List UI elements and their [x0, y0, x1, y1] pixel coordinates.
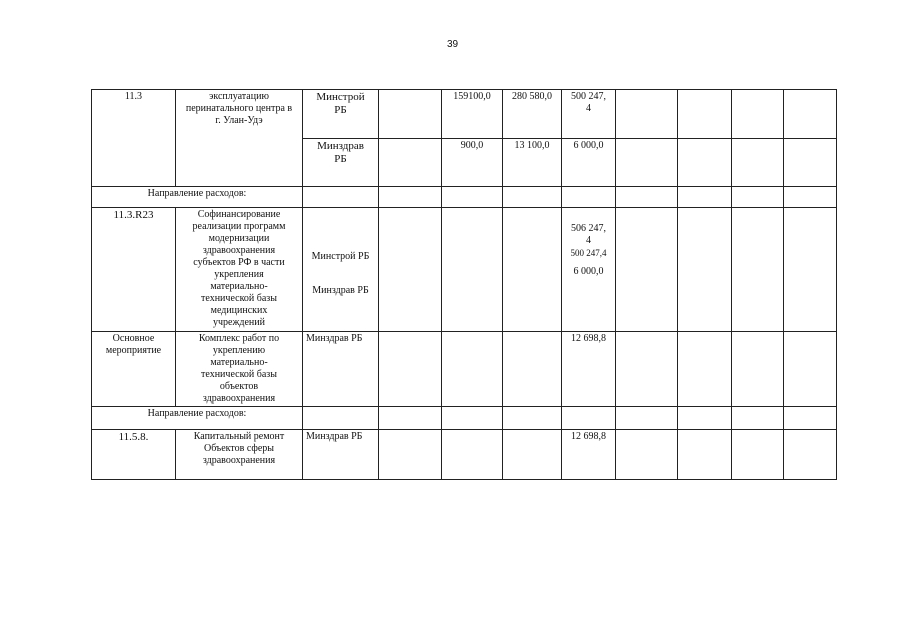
executor-cell: Минстрой РБ Минздрав РБ [303, 208, 379, 332]
empty-cell [503, 407, 562, 430]
value-cell: 500 247, 4 [562, 90, 616, 139]
empty-cell [732, 208, 784, 332]
direction-row [92, 187, 837, 208]
empty-cell [784, 332, 837, 407]
program-table [91, 89, 837, 480]
executor-cell: Минстрой РБ [303, 90, 379, 139]
code-cell: Основное мероприятие [92, 332, 176, 407]
empty-cell [379, 332, 442, 407]
empty-cell [678, 208, 732, 332]
executor-cell: Минздрав РБ [303, 139, 379, 187]
empty-cell [379, 139, 442, 187]
empty-cell [784, 187, 837, 208]
empty-cell [379, 430, 442, 480]
value-cell: 12 698,8 [562, 332, 616, 407]
value-cell: 13 100,0 [503, 139, 562, 187]
value-cell: 506 247, 4 500 247,4 6 000,0 [562, 208, 616, 332]
value-cell: 159100,0 [442, 90, 503, 139]
empty-cell [732, 90, 784, 139]
empty-cell [784, 430, 837, 480]
empty-cell [784, 208, 837, 332]
empty-cell [379, 187, 442, 208]
table-row-11-3-r23 [92, 208, 837, 332]
direction-label: Направление расходов: [92, 407, 303, 430]
empty-cell [616, 90, 678, 139]
direction-row [92, 407, 837, 430]
code-cell: 11.3 [92, 90, 176, 187]
empty-cell [379, 208, 442, 332]
empty-cell [303, 407, 379, 430]
empty-cell [784, 407, 837, 430]
description-cell: Капитальный ремонт Объектов сферы здравоохранения [176, 430, 303, 480]
empty-cell [503, 430, 562, 480]
empty-cell [442, 208, 503, 332]
table-row-main-event [92, 332, 837, 407]
empty-cell [503, 332, 562, 407]
executor-cell: Минздрав РБ [303, 332, 379, 407]
value-cell: 900,0 [442, 139, 503, 187]
table-row-11-5-8 [92, 430, 837, 480]
description-line: г. Улан-Удэ [215, 115, 263, 126]
empty-cell [616, 187, 678, 208]
empty-cell [616, 332, 678, 407]
description-line: эксплуатацию [209, 91, 269, 102]
empty-cell [562, 407, 616, 430]
empty-cell [678, 139, 732, 187]
empty-cell [442, 187, 503, 208]
code-cell: 11.3.R23 [92, 208, 176, 332]
empty-cell [678, 90, 732, 139]
description-cell: Софинансирование реализации программ модернизации здравоохранения субъектов РФ в части укрепления материально- технической базы медицинских учреждений [176, 208, 303, 332]
empty-cell [678, 407, 732, 430]
empty-cell [503, 187, 562, 208]
empty-cell [616, 139, 678, 187]
empty-cell [784, 139, 837, 187]
empty-cell [562, 187, 616, 208]
description-cell: Комплекс работ по укреплению материально- технической базы объектов здравоохранения [176, 332, 303, 407]
empty-cell [678, 187, 732, 208]
empty-cell [616, 407, 678, 430]
empty-cell [616, 208, 678, 332]
page-number: 39 [446, 39, 459, 50]
empty-cell [303, 187, 379, 208]
description-line: перинатального центра в [185, 103, 293, 114]
empty-cell [732, 430, 784, 480]
empty-cell [732, 332, 784, 407]
empty-cell [732, 407, 784, 430]
empty-cell [379, 90, 442, 139]
value-cell: 280 580,0 [503, 90, 562, 139]
empty-cell [784, 90, 837, 139]
empty-cell [503, 208, 562, 332]
program-table-wrapper [91, 89, 837, 480]
direction-label: Направление расходов: [92, 187, 303, 208]
empty-cell [678, 430, 732, 480]
description-cell [176, 90, 303, 187]
empty-cell [732, 139, 784, 187]
executor-cell: Минздрав РБ [303, 430, 379, 480]
empty-cell [442, 430, 503, 480]
empty-cell [442, 332, 503, 407]
value-cell: 6 000,0 [562, 139, 616, 187]
empty-cell [616, 430, 678, 480]
empty-cell [442, 407, 503, 430]
table-row-11-3-a [92, 90, 837, 139]
value-cell: 12 698,8 [562, 430, 616, 480]
empty-cell [379, 407, 442, 430]
empty-cell [678, 332, 732, 407]
empty-cell [732, 187, 784, 208]
code-cell: 11.5.8. [92, 430, 176, 480]
